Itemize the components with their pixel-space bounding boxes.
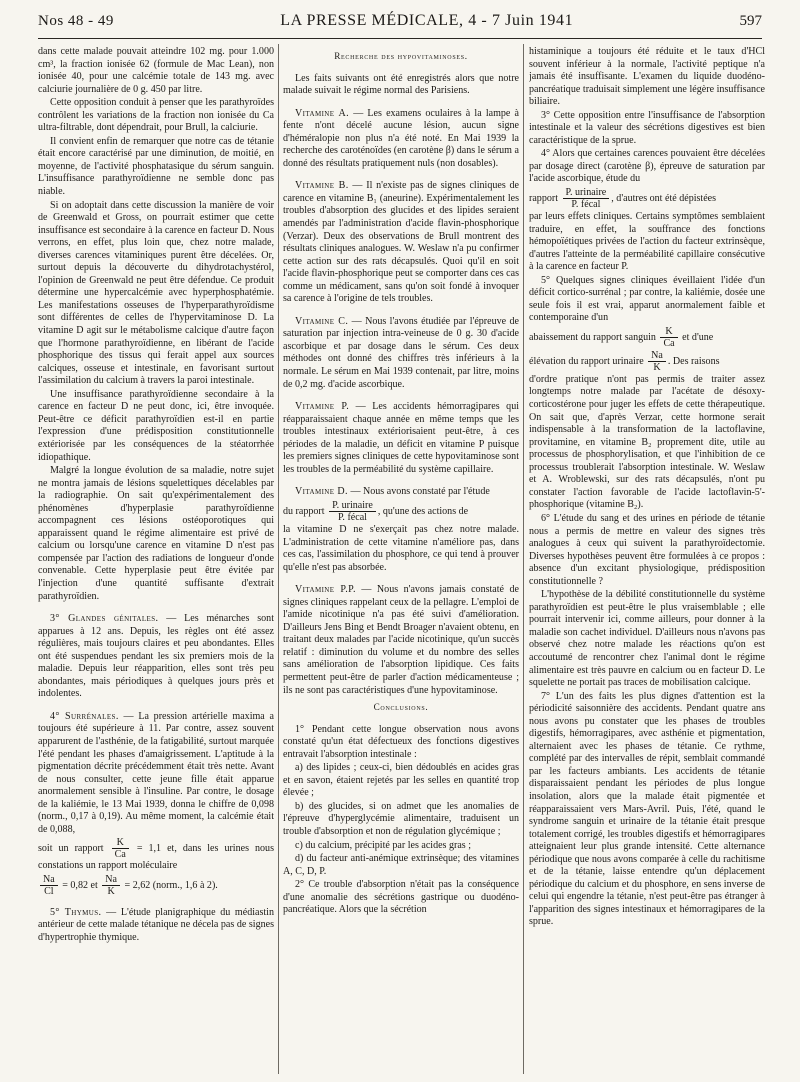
ratio-p-line — [283, 500, 519, 523]
paragraph: 1° Pendant cette longue observation nous avons constaté qu'un état défectueux des fonctions digestives entravait l'absorption intestinale : — [283, 723, 519, 760]
denominator: K — [107, 885, 115, 897]
section-title-conclusions: Conclusions. — [373, 702, 429, 713]
ratio-suffix: = 2,62 (norm., 1,6 à 2). — [124, 879, 218, 891]
section-vitamine-b — [283, 180, 519, 305]
paragraph: L'hypothèse de la débilité constitutionnelle du système parathyroïdien est peut-être le plus vraisemblable ; elle pourrait intervenir ici, comme ailleurs, pour donner à la maladie son cachet individuel. D'ailleurs nous n'avons pas observé chez notre malade les réactions qu'on est accoutumé de rencontrer chez l'animal dont le régime alimentaire est très pauvre en calcium ou en facteur D. Le squelette ne portait pas traces de mobilisation calcique. — [529, 589, 765, 689]
ratio-k-ca-line — [529, 326, 765, 349]
numerator: P. urinaire — [563, 187, 610, 199]
denominator: P. fécal — [337, 511, 367, 523]
section-vitamine-c — [283, 316, 519, 391]
numerator: Na — [102, 874, 120, 886]
column-right — [529, 46, 765, 1074]
paragraph: 5° Quelques signes cliniques éveillaient l'idée d'un déficit cortico-surrénal ; par contre, la kaliémie, dosée une seule fois il est vrai, apparut anormalement faible et contemporaine d'un — [529, 274, 765, 324]
paragraph: 2° Ce trouble d'absorption n'était pas la conséquence d'une anomalie des sécrétions gastrique ou duodéno-pancréatique. Alors que la sécrétion — [283, 879, 519, 916]
section-text: — Les accidents hémorragipares qui réapparaissaient chaque année en même temps que les troubles intestinaux extériorisaient peut-être, à ces périodes de la maladie, un déficit en vitamine P puisque les premiers signes cliniques de cette hypovitaminose sont les troubles de la perméabilité du système capillaire. — [283, 401, 519, 475]
paragraph: par leurs effets cliniques. Certains symptômes semblaient traduire, en effet, la souffrance des fonctions hémopoïétiques privées de l'action du facteur extrinsèque, d'autres l'atteinte de la perméabilité capillaire consécutive à la carence en facteur P. — [529, 211, 765, 273]
numerator: Na — [40, 874, 58, 886]
section-text: — Les ménarches sont apparues à 12 ans. Depuis, les règles ont été assez régulières, mais toujours claires et peu abondantes. Elles ont été suspendues pendant les six premiers mois de la maladie. Depuis leur réapparition, elles sont très peu abondantes, mais périodiques à quelques jours près et indolentes. — [38, 613, 274, 700]
ratio-suffix: , d'autres ont été dépistées — [611, 192, 717, 204]
fraction-p-urinaire-p-fecal — [563, 187, 610, 210]
section-heading: 5° Thymus. — [50, 906, 102, 918]
ratio-na-k-line — [529, 350, 765, 373]
paragraph: 3° Cette opposition entre l'insuffisance de l'absorption intestinale et la valeur des sécrétions digestives est bien caractéristique de la sprue. — [529, 109, 765, 146]
denominator: Ca — [114, 849, 126, 861]
denominator: K — [653, 361, 661, 373]
numerator: Na — [648, 350, 666, 362]
numerator: P. urinaire — [329, 500, 376, 512]
paragraph: dans cette malade pouvait atteindre 102 mg. pour 1.000 cm³, la fraction ionisée 62 (formule de Mac Lean), non ionisée 40, pour une calcémie totale de 143 mg. avec calciurie journalière de 0 g. 450 par litre. — [38, 46, 274, 95]
section-vitamine-pp — [283, 584, 519, 697]
ratio-prefix: du rapport — [283, 505, 325, 517]
section-thymus — [38, 907, 274, 945]
section-text: — Il n'existe pas de signes cliniques de carence en vitamine B₁ (aneurine). Expérimentalement les troubles d'absorption des glucides et des lipides seraient amendés par l'administration d'acide flavin-phosphorique (Verzar). Deux des observations de Brull montrent des résultats cliniques analogues. W. Weslaw n'a pu confirmer cette action sur des rats décapsulés. Quoi qu'il en soit l'acide flavin-phosphorique peut se comporter dans ces cas comme un médicament, sans qu'on soit fondé à invoquer sa carence à l'origine de tels troubles. — [283, 180, 519, 305]
numerator: K — [112, 837, 129, 849]
column-divider — [278, 44, 279, 1074]
paragraph: histaminique a toujours été réduite et le taux d'HCl souvent inférieur à la normale, l'activité peptique n'a jamais été insuffisante. L'examen du liquide duodéno-pancréatique traduisait simplement une légère insuffisance biliaire. — [529, 46, 765, 108]
list-item: c) du calcium, précipité par les acides gras ; — [295, 839, 472, 851]
section-heading: Vitamine P. — [295, 401, 350, 413]
header-rule — [38, 38, 762, 39]
section-text: — Nous l'avons étudiée par l'épreuve de saturation par injection intra-veineuse de 0 g. 30 d'acide ascorbique et par dosage dans le sérum. Ces deux méthodes ont donné des chiffres très inférieurs à la normale. Le sérum en Mai 1939 contenait, par litre, moins de 0,2 mg. d'acide ascorbique. — [283, 315, 519, 390]
list-item: d) du facteur anti-anémique extrinsèque; des vitamines A, C, D, P. — [283, 853, 519, 877]
journal-title: LA PRESSE MÉDICALE, 4 - 7 Juin 1941 — [280, 12, 574, 29]
denominator: P. fécal — [571, 199, 601, 211]
ratio-prefix: rapport — [529, 192, 559, 204]
fraction-p-urinaire-p-fecal — [329, 500, 376, 523]
paragraph: Une insuffisance parathyroïdienne secondaire à la carence en facteur D ne peut donc, ici, être invoquée. Peut-être ce déficit parathyroïdien est-il en partie l'expression d'une prédisposition constitutionnelle extériorisée par les conséquences de la stéatorrhée idiopathique. — [38, 388, 274, 463]
ratio-prefix: élévation du rapport urinaire — [529, 355, 644, 367]
ratio-k-ca-line — [38, 837, 274, 873]
section-heading: 3° Glandes génitales. — [50, 613, 159, 625]
issue-number: Nos 48 - 49 — [38, 13, 114, 29]
column-left — [38, 46, 274, 1074]
numerator: K — [660, 326, 677, 338]
section-heading: Vitamine B. — [295, 180, 349, 192]
fraction-na-k — [102, 874, 120, 897]
ratio-suffix: . Des raisons — [667, 355, 720, 367]
fraction-k-ca — [660, 326, 677, 349]
section-vitamine-d — [283, 486, 519, 499]
section-text: — Nous n'avons jamais constaté de signes cliniques rappelant ceux de la pellagre. L'emploi de l'amide nicotinique n'a pas été suivi d'amélioration. D'ailleurs Jens Bing et Bendt Broager n'avaient obtenu, en traitant deux malades par l'acide nicotinique, qu'un succès relatif : diminution du volume et du nombre des selles sans amélioration de l'absorption lipidique. Ces faits permettent peut-être de parler d'action médicamenteuse ; ils ne sont pas caractéristiques d'une hypovitaminose. — [283, 584, 519, 696]
section-text: — Nous avons constaté par l'étude — [347, 486, 490, 498]
paragraph: d'ordre pratique n'ont pas permis de traiter assez longtemps notre malade par l'acétate de désoxy-corticostérone pour juger les effets de cette thérapeutique. On sait que, d'après Verzar, cette hormone serait indispensable à la transformation de la lactoflavine, provitamine, en vitamine B₂ proprement dite, utile au processus de phosphorylisation, et que l'inhibition de ce processus troublerait l'absorption intestinale. W. Weslaw et A. Wroblewski, sur des rats décapsulés, n'ont pu constater l'action favorable de l'acide lactoflavin-5'-phosphorique (vitamine B₂). — [529, 373, 765, 511]
ratio-prefix: soit un rapport — [38, 843, 104, 855]
section-heading: 4° Surrénales. — [50, 710, 119, 722]
paragraph: Malgré la longue évolution de sa maladie, notre sujet ne montra jamais de lésions squelettiques décelables par la radiographie. On sait qu'expérimentalement des phénomènes d'hyperplasie parathyroïdienne accompagnent ces lésions ostéoporotiques qui apparaissent quand le régime alimentaire est privé de calcium ou lorsqu'une carence en vitamine D n'est pas compensée par l'action des radiations de longueur d'onde convenable. Cette hyperplasie peut être évitée par l'injection d'une quantité suffisante d'extrait parathyroïdien. — [38, 465, 274, 602]
denominator: Ca — [663, 337, 675, 349]
section-heading: Vitamine D. — [295, 486, 348, 498]
ratio-p-line — [529, 187, 765, 210]
column-divider — [523, 44, 524, 1074]
section-text: — La pression artérielle maxima a toujours été supérieure à 11. Par contre, assez souvent apparurent de l'asthénie, de la fatigabilité, surtout marquée l'été pendant les phases d'amaigrissement. L'aptitude à la pigmentation décrite précédemment était très nette. Avant de nous consulter, cette jeune fille était apparue anormalement sensible à l'insuline. Par contre, le dosage de la kaliémie, le 13 Mai 1939, donna le chiffre de 0,098 (norm., 0,17 à 0,19). Au même moment, la calcémie était de 0,088, — [38, 710, 274, 835]
ratio-molecular-line — [38, 874, 274, 897]
page-number: 597 — [739, 13, 762, 29]
ratio-suffix: et d'une — [682, 331, 714, 343]
fraction-k-ca — [112, 837, 129, 860]
paragraph: 7° L'un des faits les plus dignes d'attention est la périodicité saisonnière des accidents. Pendant quatre ans nous avons pu constater que les phases de troubles digestifs, hémorragipares, avec asthénie et pigmentation, alternaient avec les phases de tétanie. Ce rythme, complété par des intervalles de répit, semblait commandé par les facteurs ambiants. Les accidents de tétanie disparaissaient pendant les périodes de plus longue insolation, alors que la malade était pigmentée et réapparaissaient vers Mars-Avril. Puis, l'été, quand le syndrome sanguin et urinaire de la tétanie était presque totalement corrigé, les troubles digestifs et hémorragipares atteignaient leur plus grande intensité. Cette alternance périodique que nous avons comparée à celle du rachitisme et de la tétanie, laisse entendre qu'un déplacement périodique du calcium et du phosphore, en sens inverse de celui qui engendre la tétanie, n'est peut-être pas étranger à l'apparition des signes intestinaux et hémorragipares de la sprue. — [529, 690, 765, 928]
paragraph: Cette opposition conduit à penser que les parathyroïdes contrôlent les variations de la fraction non ionisée du Ca ultra-filtrable, dont dépendrait, pour Brull, la calciurie. — [38, 97, 274, 134]
paragraph: Il convient enfin de remarquer que notre cas de tétanie était encore caractérisé par une diminution, de moitié, en moyenne, de l'activité phosphatasique du sérum sanguin. L'insuffisance parathyroïdienne ne semble donc pas niable. — [38, 135, 274, 198]
paragraph: Si on adoptait dans cette discussion la manière de voir de Greenwald et Gross, on pourrait estimer que cette insuffisance est secondaire à la carence en facteur D. Nous verrons, en effet, plus loin que, chez notre malade, diverses carences vitaminiques purent être décelées. Or, surtout depuis la découverte du dihydrotachystérol, l'opinion de Greenwald ne peut être défendue. Ce produit détermine une hypercalcémie avec hyperphosphatémie. Les manifestations osseuses de l'hyperparathyroïdisme sont différentes de celles de l'hypervitaminose D. La vitamine D agit sur le métabolisme calcique d'autre façon que l'hormone parathyroïdienne, en libérant de l'acide phosphorique des tissus qui ferait appel aux sources calciques, osseuse et intestinale, en favorisant surtout l'assimilation du calcium à travers la paroi intestinale. — [38, 199, 274, 387]
section-heading: Vitamine C. — [295, 315, 349, 327]
section-vitamine-a — [283, 108, 519, 171]
fraction-na-cl — [40, 874, 58, 897]
fraction-na-k — [648, 350, 666, 373]
section-text: — Les examens oculaires à la lampe à fente n'ont décelé aucune lésion, aucun signe d'héméralopie non plus n'a été noté. En Mai 1939 la recherche des caroténoïdes (en carotène β) dans le sérum a donné des résultats pratiquement nuls (non dosables). — [283, 107, 519, 169]
column-middle — [283, 46, 519, 1074]
paragraph: 6° L'étude du sang et des urines en période de tétanie nous a permis de mettre en valeur des signes très analogues à ceux qui suivent la parathyroïdectomie. Diverses hypothèses peuvent être formulées à ce propos : absence d'un excitant physiologique, prédisposition constitutionnelle ? — [529, 512, 765, 587]
paragraph: la vitamine D ne s'exerçait pas chez notre malade. L'administration de cette vitamine n'améliore pas, dans ces cas, l'assimilation du phosphore, ce qui tend à prouver qu'elle n'est pas absorbée. — [283, 523, 519, 573]
ratio-suffix: , qu'une des actions de — [377, 505, 469, 517]
paragraph: 4° Alors que certaines carences pouvaient être décelées par dosage direct (carotène β), épreuve de saturation par l'acide ascorbique, étude du — [529, 148, 765, 185]
section-heading: Vitamine A. — [295, 107, 350, 119]
page-header — [38, 12, 762, 40]
ratio-middle: = 0,82 et — [62, 879, 98, 891]
list-item: a) des lipides ; ceux-ci, bien dédoublés en acides gras et en savon, étaient rejetés par les selles en quantité trop élevée ; — [283, 762, 519, 799]
ratio-prefix: abaissement du rapport sanguin — [529, 331, 656, 343]
section-text: — L'étude planigraphique du médiastin antérieur de cette malade tétanique ne décela pas de signes d'hypertrophie thymique. — [38, 906, 274, 943]
paragraph: Les faits suivants ont été enregistrés alors que notre malade suivait le régime normal des Parisiens. — [283, 72, 519, 97]
list-item: b) des glucides, si on admet que les anomalies de l'épreuve d'hyperglycémie alimentaire, traduisent un trouble d'absorption et non de régulation glycémique ; — [283, 800, 519, 837]
section-glandes — [38, 613, 274, 701]
denominator: Cl — [44, 885, 54, 897]
section-vitamine-p — [283, 401, 519, 476]
section-title-hypovitaminoses: Recherche des hypovitaminoses. — [334, 51, 468, 61]
ratio-suffix: = 1,1 et, dans les urines nous constations un rapport moléculaire — [38, 843, 274, 872]
section-surrenales — [38, 711, 274, 836]
section-heading: Vitamine P.P. — [295, 584, 356, 596]
